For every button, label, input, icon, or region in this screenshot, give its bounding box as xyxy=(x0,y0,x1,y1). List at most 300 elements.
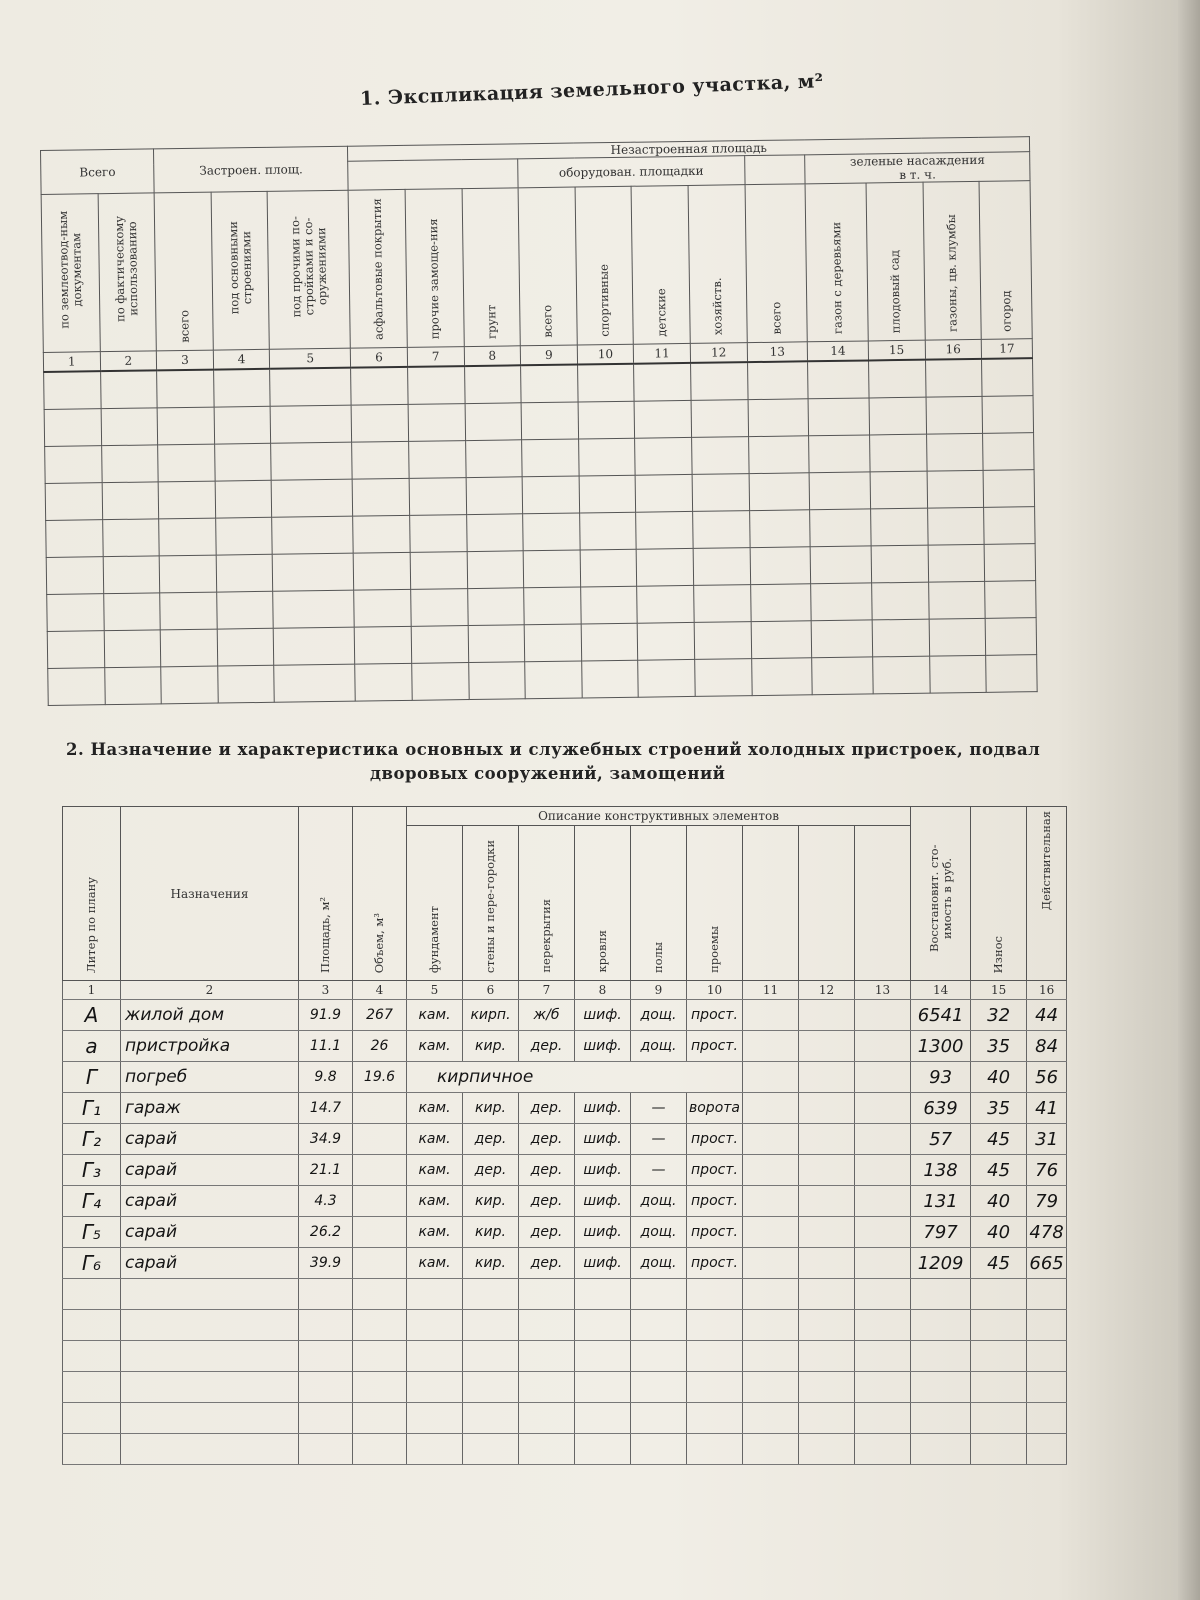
empty-cell xyxy=(103,593,160,631)
openings-cell: прост. xyxy=(687,1248,743,1279)
foundation-cell: кам. xyxy=(407,1186,463,1217)
empty-cell xyxy=(1027,1434,1067,1465)
col-number: 2 xyxy=(100,351,157,371)
slabs-cell: дер. xyxy=(519,1093,575,1124)
empty-cell xyxy=(465,440,522,478)
col-number: 9 xyxy=(520,345,577,365)
empty-cell xyxy=(121,1341,299,1372)
roof-cell: шиф. xyxy=(575,1155,631,1186)
empty-cell xyxy=(687,1310,743,1341)
liter-cell: Г₁ xyxy=(63,1093,121,1124)
empty-cell xyxy=(63,1341,121,1372)
empty-cell xyxy=(1027,1341,1067,1372)
empty-cell xyxy=(353,1403,407,1434)
empty-cell xyxy=(631,1341,687,1372)
floor-cell: дощ. xyxy=(631,1217,687,1248)
group-vtch: в т. ч. xyxy=(899,167,936,183)
section2-subtitle: дворовых сооружений, замощений xyxy=(370,764,726,783)
col-number: 6 xyxy=(463,981,519,1000)
empty-cell xyxy=(468,625,525,663)
col-number: 1 xyxy=(63,981,121,1000)
empty-cell xyxy=(748,436,809,474)
col-number: 4 xyxy=(213,349,270,369)
table-row xyxy=(63,1031,1067,1062)
wear-cell: 32 xyxy=(971,1000,1027,1031)
empty-cell xyxy=(463,1434,519,1465)
roof-cell: шиф. xyxy=(575,1217,631,1248)
empty-cell xyxy=(102,482,159,520)
empty-cell xyxy=(1027,1403,1067,1434)
actual-value-cell: 76 xyxy=(1027,1155,1067,1186)
openings-cell: прост. xyxy=(687,1000,743,1031)
col-14: газон с деревьями xyxy=(828,221,845,334)
liter-cell: Г₃ xyxy=(63,1155,121,1186)
empty-cell xyxy=(159,555,216,593)
empty-cell xyxy=(464,365,521,403)
col-number: 10 xyxy=(687,981,743,1000)
col-number: 10 xyxy=(577,344,634,364)
empty-cell xyxy=(743,1434,799,1465)
empty-cell xyxy=(407,1403,463,1434)
empty-cell xyxy=(855,1124,911,1155)
empty-cell xyxy=(411,626,468,664)
empty-cell xyxy=(926,396,983,434)
col-number: 7 xyxy=(407,347,464,367)
empty-cell xyxy=(63,1403,121,1434)
empty-cell xyxy=(463,1341,519,1372)
empty-cell xyxy=(577,364,634,402)
empty-cell xyxy=(799,1403,855,1434)
empty-cell xyxy=(743,1186,799,1217)
page-edge xyxy=(1178,0,1200,1600)
liter-cell: Г₂ xyxy=(63,1124,121,1155)
empty-cell xyxy=(971,1434,1027,1465)
area-cell: 21.1 xyxy=(299,1155,353,1186)
empty-cell xyxy=(578,401,635,439)
empty-cell xyxy=(743,1403,799,1434)
empty-cell xyxy=(871,545,928,583)
area-cell: 9.8 xyxy=(299,1062,353,1093)
empty-cell xyxy=(750,547,811,585)
group-oborud: оборудован. площадки xyxy=(518,156,745,188)
empty-cell xyxy=(463,1372,519,1403)
col-number: 3 xyxy=(299,981,353,1000)
section2-title: 2. Назначение и характеристика основных и служебных строений холодных пристроек, подвал xyxy=(66,740,1041,759)
empty-cell xyxy=(971,1372,1027,1403)
empty-cell xyxy=(47,631,104,669)
empty-cell xyxy=(45,483,102,521)
table-row xyxy=(63,1217,1067,1248)
empty-cell xyxy=(634,363,691,401)
empty-cell xyxy=(799,1310,855,1341)
empty-cell xyxy=(638,659,695,697)
actual-value-cell: 56 xyxy=(1027,1062,1067,1093)
empty-cell xyxy=(631,1372,687,1403)
empty-cell xyxy=(521,402,578,440)
empty-cell xyxy=(160,592,217,630)
empty-cell xyxy=(635,437,692,475)
empty-cell xyxy=(355,663,412,701)
empty-cell xyxy=(218,665,275,703)
area-cell: 4.3 xyxy=(299,1186,353,1217)
empty-cell xyxy=(743,1372,799,1403)
cost-cell: 797 xyxy=(911,1217,971,1248)
col-number: 16 xyxy=(1027,981,1067,1000)
purpose-cell: жилой дом xyxy=(121,1000,299,1031)
col-number: 12 xyxy=(690,343,747,363)
col2-16: Действительная xyxy=(1039,811,1054,911)
empty-cell xyxy=(353,1434,407,1465)
empty-cell xyxy=(274,627,355,665)
liter-cell: А xyxy=(63,1000,121,1031)
col-number: 8 xyxy=(464,346,521,366)
empty-cell xyxy=(631,1403,687,1434)
col-number: 11 xyxy=(743,981,799,1000)
empty-cell xyxy=(928,544,985,582)
empty-cell xyxy=(971,1279,1027,1310)
empty-cell xyxy=(525,661,582,699)
purpose-cell: сарай xyxy=(121,1155,299,1186)
wear-cell: 45 xyxy=(971,1124,1027,1155)
col-11: детские xyxy=(653,287,669,337)
foundation-cell: кам. xyxy=(407,1124,463,1155)
volume-cell xyxy=(353,1124,407,1155)
empty-cell xyxy=(637,548,694,586)
col2-10: проемы xyxy=(707,926,721,973)
empty-cell xyxy=(271,442,352,480)
col-9: всего xyxy=(540,305,556,339)
openings-cell: прост. xyxy=(687,1186,743,1217)
purpose-cell: сарай xyxy=(121,1248,299,1279)
empty-cell xyxy=(157,370,214,408)
empty-cell xyxy=(47,594,104,632)
empty-cell xyxy=(687,1279,743,1310)
col-number: 15 xyxy=(971,981,1027,1000)
table-row xyxy=(63,1093,1067,1124)
empty-cell xyxy=(522,476,579,514)
col-number: 6 xyxy=(351,347,408,367)
empty-cell xyxy=(159,518,216,556)
col-12: хозяйств. xyxy=(710,277,725,336)
empty-cell xyxy=(579,512,636,550)
empty-cell xyxy=(855,1372,911,1403)
empty-cell xyxy=(870,471,927,509)
area-cell: 91.9 xyxy=(299,1000,353,1031)
actual-value-cell: 44 xyxy=(1027,1000,1067,1031)
empty-cell xyxy=(873,656,930,694)
col-2: по фактическому использованию xyxy=(112,215,141,322)
empty-cell xyxy=(811,620,872,658)
buildings-table-body xyxy=(63,1000,1067,1465)
empty-cell xyxy=(407,1341,463,1372)
col2-12 xyxy=(799,826,855,981)
empty-row xyxy=(63,1279,1067,1310)
empty-cell xyxy=(636,511,693,549)
empty-cell xyxy=(693,548,750,586)
col-number: 9 xyxy=(631,981,687,1000)
empty-cell xyxy=(687,1372,743,1403)
table-row xyxy=(63,1248,1067,1279)
empty-cell xyxy=(855,1248,911,1279)
empty-cell xyxy=(524,624,581,662)
empty-cell xyxy=(1027,1372,1067,1403)
empty-cell xyxy=(985,618,1036,656)
empty-cell xyxy=(855,1000,911,1031)
merged-material-cell: кирпичное xyxy=(407,1062,743,1093)
col2-3: Площадь, м² xyxy=(318,896,332,973)
empty-cell xyxy=(911,1310,971,1341)
empty-cell xyxy=(101,408,158,446)
liter-cell: а xyxy=(63,1031,121,1062)
empty-cell xyxy=(799,1093,855,1124)
empty-cell xyxy=(519,1403,575,1434)
empty-cell xyxy=(274,664,355,702)
empty-cell xyxy=(1027,1310,1067,1341)
empty-cell xyxy=(743,1000,799,1031)
empty-cell xyxy=(575,1434,631,1465)
group-constructive: Описание конструктивных элементов xyxy=(407,807,911,826)
empty-cell xyxy=(855,1155,911,1186)
empty-cell xyxy=(353,552,410,590)
empty-cell xyxy=(743,1310,799,1341)
col2-5: фундамент xyxy=(427,905,441,973)
empty-row xyxy=(63,1372,1067,1403)
area-cell: 14.7 xyxy=(299,1093,353,1124)
walls-cell: кир. xyxy=(463,1217,519,1248)
empty-cell xyxy=(463,1403,519,1434)
foundation-cell: кам. xyxy=(407,1248,463,1279)
empty-cell xyxy=(575,1403,631,1434)
empty-cell xyxy=(691,362,748,400)
openings-cell: прост. xyxy=(687,1124,743,1155)
empty-cell xyxy=(575,1279,631,1310)
empty-cell xyxy=(581,623,638,661)
foundation-cell: кам. xyxy=(407,1217,463,1248)
empty-cell xyxy=(353,1341,407,1372)
empty-cell xyxy=(158,481,215,519)
purpose-cell: сарай xyxy=(121,1186,299,1217)
floor-cell: дощ. xyxy=(631,1186,687,1217)
empty-cell xyxy=(693,511,750,549)
wear-cell: 45 xyxy=(971,1248,1027,1279)
table-row xyxy=(63,1062,1067,1093)
floor-cell: дощ. xyxy=(631,1000,687,1031)
empty-cell xyxy=(631,1310,687,1341)
empty-cell xyxy=(100,370,157,408)
empty-cell xyxy=(465,403,522,441)
empty-cell xyxy=(121,1310,299,1341)
actual-value-cell: 41 xyxy=(1027,1093,1067,1124)
wear-cell: 40 xyxy=(971,1217,1027,1248)
slabs-cell: дер. xyxy=(519,1248,575,1279)
empty-cell xyxy=(46,520,103,558)
empty-cell xyxy=(467,588,524,626)
empty-cell xyxy=(799,1062,855,1093)
empty-cell xyxy=(121,1434,299,1465)
table-row xyxy=(63,1155,1067,1186)
empty-cell xyxy=(927,470,984,508)
empty-cell xyxy=(743,1248,799,1279)
empty-cell xyxy=(519,1341,575,1372)
empty-cell xyxy=(270,368,351,407)
volume-cell xyxy=(353,1155,407,1186)
openings-cell: прост. xyxy=(687,1155,743,1186)
empty-cell xyxy=(929,655,986,693)
floor-cell: — xyxy=(631,1093,687,1124)
group-zelenye: зеленые насаждения в т. ч. xyxy=(805,152,1030,184)
volume-cell xyxy=(353,1217,407,1248)
purpose-cell: сарай xyxy=(121,1217,299,1248)
empty-cell xyxy=(982,396,1033,434)
col2-13 xyxy=(855,826,911,981)
empty-cell xyxy=(868,360,925,398)
col-5: под прочими по-стройками и со-оружениями xyxy=(287,215,330,318)
empty-cell xyxy=(46,557,103,595)
group-zastroen: Застроен. площ. xyxy=(154,146,349,193)
col2-1: Литер по плану xyxy=(84,877,98,973)
cost-cell: 639 xyxy=(911,1093,971,1124)
col-7: прочие замоще-ния xyxy=(426,218,442,340)
empty-cell xyxy=(575,1341,631,1372)
slabs-cell: ж/б xyxy=(519,1000,575,1031)
col-number: 2 xyxy=(121,981,299,1000)
roof-cell: шиф. xyxy=(575,1031,631,1062)
walls-cell: кирп. xyxy=(463,1000,519,1031)
empty-cell xyxy=(870,508,927,546)
floor-cell: дощ. xyxy=(631,1248,687,1279)
empty-cell xyxy=(63,1310,121,1341)
roof-cell: шиф. xyxy=(575,1093,631,1124)
empty-cell xyxy=(299,1310,353,1341)
empty-cell xyxy=(631,1279,687,1310)
slabs-cell: дер. xyxy=(519,1186,575,1217)
empty-cell xyxy=(214,406,271,444)
col2-8: кровля xyxy=(595,930,609,973)
empty-cell xyxy=(101,445,158,483)
empty-cell xyxy=(215,480,272,518)
empty-cell xyxy=(799,1248,855,1279)
empty-row xyxy=(63,1310,1067,1341)
empty-cell xyxy=(743,1031,799,1062)
col2-11 xyxy=(743,826,799,981)
empty-cell xyxy=(743,1217,799,1248)
empty-cell xyxy=(463,1279,519,1310)
col2-9: полы xyxy=(651,941,665,973)
roof-cell: шиф. xyxy=(575,1186,631,1217)
empty-cell xyxy=(927,507,984,545)
col-1: по землеотвод-ным документам xyxy=(55,210,84,329)
empty-cell xyxy=(272,479,353,517)
wear-cell: 35 xyxy=(971,1093,1027,1124)
empty-cell xyxy=(743,1124,799,1155)
empty-cell xyxy=(578,438,635,476)
land-explication-table xyxy=(40,136,1038,706)
volume-cell xyxy=(353,1093,407,1124)
col-number: 1 xyxy=(43,352,100,372)
empty-cell xyxy=(468,662,525,700)
openings-cell: прост. xyxy=(687,1217,743,1248)
empty-cell xyxy=(121,1279,299,1310)
empty-cell xyxy=(985,581,1036,619)
col-number: 14 xyxy=(911,981,971,1000)
empty-cell xyxy=(411,589,468,627)
empty-cell xyxy=(273,590,354,628)
empty-cell xyxy=(104,667,161,705)
slabs-cell: дер. xyxy=(519,1217,575,1248)
empty-cell xyxy=(855,1217,911,1248)
col-number: 12 xyxy=(799,981,855,1000)
wear-cell: 40 xyxy=(971,1062,1027,1093)
col-17: огород xyxy=(998,290,1014,332)
empty-cell xyxy=(855,1403,911,1434)
empty-cell xyxy=(687,1341,743,1372)
empty-cell xyxy=(355,626,412,664)
openings-cell: ворота xyxy=(687,1093,743,1124)
empty-cell xyxy=(215,517,272,555)
empty-cell xyxy=(812,657,873,695)
roof-cell: шиф. xyxy=(575,1248,631,1279)
empty-cell xyxy=(351,404,408,442)
empty-cell xyxy=(925,359,982,397)
empty-cell xyxy=(911,1341,971,1372)
col-number: 15 xyxy=(868,340,925,360)
empty-cell xyxy=(121,1372,299,1403)
empty-cell xyxy=(687,1403,743,1434)
wear-cell: 35 xyxy=(971,1031,1027,1062)
col-13: всего xyxy=(769,301,784,335)
col-15: плодовый сад xyxy=(887,249,903,334)
empty-cell xyxy=(971,1341,1027,1372)
empty-cell xyxy=(637,585,694,623)
empty-cell xyxy=(217,628,274,666)
empty-cell xyxy=(749,510,810,548)
empty-cell xyxy=(575,1310,631,1341)
empty-cell xyxy=(521,365,578,403)
empty-cell xyxy=(984,507,1035,545)
empty-cell xyxy=(743,1155,799,1186)
walls-cell: кир. xyxy=(463,1248,519,1279)
empty-cell xyxy=(809,435,870,473)
actual-value-cell: 79 xyxy=(1027,1186,1067,1217)
actual-value-cell: 31 xyxy=(1027,1124,1067,1155)
land-explication-body xyxy=(44,358,1038,705)
empty-cell xyxy=(217,591,274,629)
col-number: 5 xyxy=(407,981,463,1000)
empty-cell xyxy=(158,444,215,482)
empty-cell xyxy=(579,475,636,513)
col-number: 4 xyxy=(353,981,407,1000)
cost-cell: 6541 xyxy=(911,1000,971,1031)
actual-value-cell: 84 xyxy=(1027,1031,1067,1062)
empty-cell xyxy=(810,546,871,584)
empty-row xyxy=(63,1341,1067,1372)
table-row xyxy=(63,1000,1067,1031)
col2-15: Износ xyxy=(991,935,1006,973)
empty-cell xyxy=(353,1372,407,1403)
empty-cell xyxy=(467,551,524,589)
empty-cell xyxy=(872,619,929,657)
empty-cell xyxy=(103,556,160,594)
empty-cell xyxy=(808,360,869,398)
floor-cell: — xyxy=(631,1155,687,1186)
empty-cell xyxy=(911,1434,971,1465)
col-number: 8 xyxy=(575,981,631,1000)
empty-cell xyxy=(45,446,102,484)
empty-cell xyxy=(63,1372,121,1403)
actual-value-cell: 665 xyxy=(1027,1248,1067,1279)
slabs-cell: дер. xyxy=(519,1155,575,1186)
volume-cell xyxy=(353,1248,407,1279)
